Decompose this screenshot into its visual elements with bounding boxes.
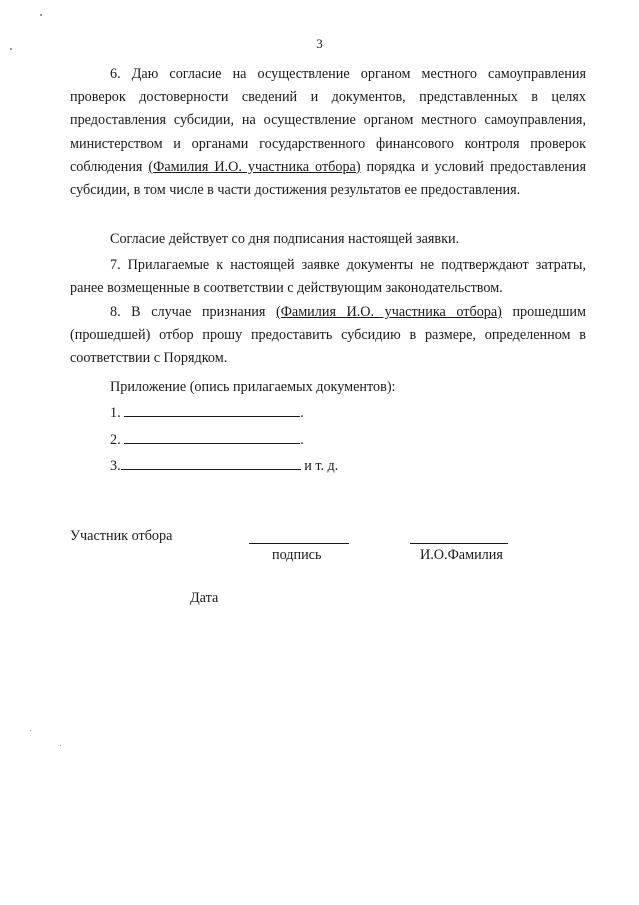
attachment-item-1-number: 1. <box>110 405 121 421</box>
signature-caption: подпись <box>272 547 322 563</box>
participant-name-placeholder: (Фамилия И.О. участника отбора) <box>275 304 502 320</box>
paragraph-8-text-a: 8. В случае признания <box>110 304 276 320</box>
participant-name-placeholder: (Фамилия И.О. участника отбора) <box>148 158 361 175</box>
paragraph-8 <box>70 301 586 371</box>
attachment-item-2-blank <box>124 429 300 444</box>
participant-label: Участник отбора <box>70 528 173 544</box>
signature-line <box>249 543 349 544</box>
paragraph-8-text-b: прошедшим (прошедшей) отбор прошу предоставить субсидию в размере, определенном в соответствии с Порядком. <box>70 304 586 367</box>
paragraph-6-text-b: порядка и условий предоставления субсидии, в том числе в части достижения результатов ее предоставления. <box>70 158 586 199</box>
attachment-item-1 <box>110 402 304 423</box>
attachment-item-2 <box>110 429 304 450</box>
date-label: Дата <box>190 590 219 606</box>
attachment-item-3 <box>110 455 338 476</box>
name-line <box>410 543 508 544</box>
page-number: 3 <box>316 36 323 51</box>
attachment-item-3-number: 3. <box>110 458 121 474</box>
attachment-item-1-blank <box>124 402 300 417</box>
scan-speck <box>40 14 42 16</box>
scan-speck <box>60 745 61 746</box>
attachments-heading: Приложение (опись прилагаемых документов): <box>110 379 396 395</box>
paragraph-6 <box>70 63 586 202</box>
attachment-item-2-suffix: . <box>300 432 304 448</box>
attachment-item-3-suffix: и т. д. <box>300 458 339 474</box>
attachment-item-2-number: 2. <box>110 432 121 448</box>
consent-paragraph: Согласие действует со дня подписания настоящей заявки. <box>110 231 460 247</box>
paragraph-7: 7. Прилагаемые к настоящей заявке документы не подтверждают затраты, ранее возмещенные в соответствии с действующим законодательством. <box>70 257 586 297</box>
name-caption: И.О.Фамилия <box>420 547 503 563</box>
scan-speck <box>30 730 31 731</box>
attachment-item-1-suffix: . <box>300 405 304 421</box>
paragraph-6-text-a: 6. Даю согласие на осуществление органом местного самоуправления проверок достоверности сведений и документов, представленных в целях предоставления субсидии, на осуществление органом местного самоуправления, министерством и органами государственного финансового контроля проверок соблюдения <box>70 66 586 175</box>
attachment-item-3-blank <box>121 455 301 470</box>
